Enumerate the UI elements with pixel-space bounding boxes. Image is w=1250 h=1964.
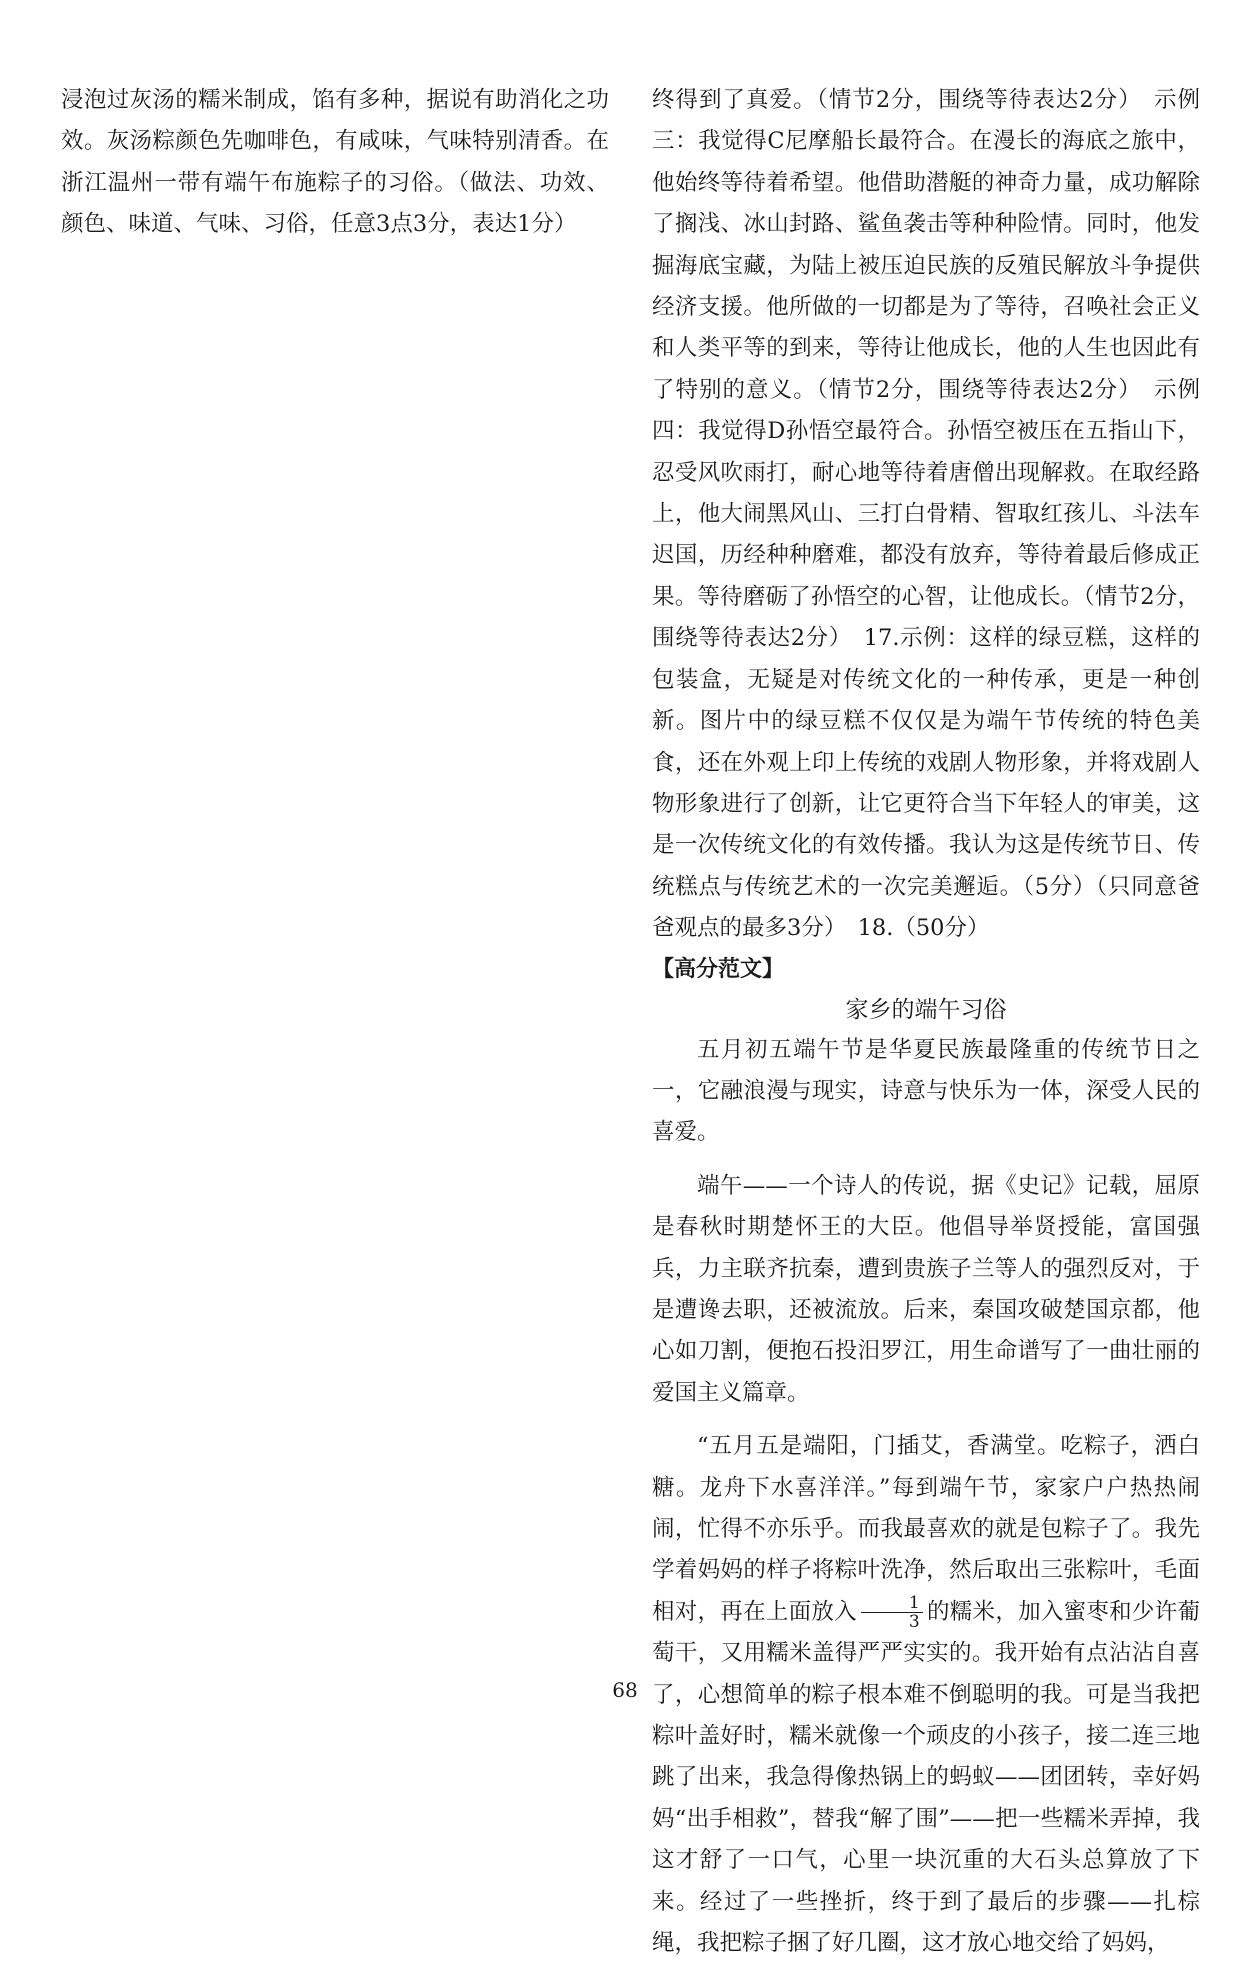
section-heading: 【高分范文】 <box>652 956 785 982</box>
left-column <box>61 80 609 246</box>
essay-title: 家乡的端午习俗 <box>845 996 1007 1023</box>
fraction <box>861 1594 923 1631</box>
fraction-denominator: 3 <box>908 1612 920 1633</box>
essay-paragraph: 五月初五端午节是华夏民族最隆重的传统节日之一，它融浪漫与现实，诗意与快乐为一体，深受人民的喜爱。 <box>652 1036 1200 1146</box>
essay-body <box>652 1030 1200 1964</box>
essay-text: “五月五是端阳，门插艾，香满堂。吃粽子，洒白糖。龙舟下水喜洋洋。”每到端午节，家家户户热热闹闹，忙得不亦乐乎。而我最喜欢的就是包粽子了。我先学着妈妈的样子将粽叶洗净，然后取出三张粽叶，毛面相对，再在上面放入 <box>652 1433 1200 1625</box>
essay-text: 的糯米，加入蜜枣和少许葡萄干，又用糯米盖得严严实实的。我开始有点沾沾自喜了，心想简单的粽子根本难不倒聪明的我。可是当我把粽叶盖好时，糯米就像一个顽皮的小孩子，接二连三地跳了出来，我急得像热锅上的蚂蚁——团团转，幸好妈妈“出手相救”，替我“解了围”——把一些糯米弄掉，我这才舒了一口气，心里一块沉重的大石头总算放了下来。经过了一些挫折，终于到了最后的步骤——扎棕绳，我把粽子捆了好几圈，这才放心地交给了妈妈， <box>652 1598 1200 1957</box>
answer-paragraph: 终得到了真爱。（情节2分，围绕等待表达2分） 示例三：我觉得C尼摩船长最符合。在漫长的海底之旅中，他始终等待着希望。他借助潜艇的神奇力量，成功解除了搁浅、冰山封路、鲨鱼袭击等种种险情。同时，他发掘海底宝藏，为陆上被压迫民族的反殖民解放斗争提供经济支援。他所做的一切都是为了等待，召唤社会正义和人类平等的到来，等待让他成长，他的人生也因此有了特别的意义。（情节2分，围绕等待表达2分） 示例四：我觉得D孙悟空最符合。孙悟空被压在五指山下，忍受风吹雨打，耐心地等待着唐僧出现解救。在取经路上，他大闹黑风山、三打白骨精、智取红孩儿、斗法车迟国，历经种种磨难，都没有放弃，等待着最后修成正果。等待磨砺了孙悟空的心智，让他成长。（情节2分，围绕等待表达2分） 17.示例：这样的绿豆糕，这样的包装盒，无疑是对传统文化的一种传承，更是一种创新。图片中的绿豆糕不仅仅是为端午节传统的特色美食，还在外观上印上传统的戏剧人物形象，并将戏剧人物形象进行了创新，让它更符合当下年轻人的审美，这是一次传统文化的有效传播。我认为这是传统节日、传统糕点与传统艺术的一次完美邂逅。（5分）（只同意爸爸观点的最多3分） 18.（50分） <box>652 87 1200 942</box>
answer-paragraph: 浸泡过灰汤的糯米制成，馅有多种，据说有助消化之功效。灰汤粽颜色先咖啡色，有咸味，气味特别清香。在浙江温州一带有端午布施粽子的习俗。（做法、功效、颜色、味道、气味、习俗，任意3点3分，表达1分） <box>61 87 609 238</box>
page-number: 68 <box>612 1678 638 1702</box>
essay-paragraph: 端午——一个诗人的传说，据《史记》记载，屈原是春秋时期楚怀王的大臣。他倡导举贤授能，富国强兵，力主联齐抗秦，遭到贵族子兰等人的强烈反对，于是遭谗去职，还被流放。后来，秦国攻破楚国京都，他心如刀割，便抱石投汨罗江，用生命谱写了一曲壮丽的爱国主义篇章。 <box>652 1172 1200 1406</box>
fraction-numerator: 1 <box>861 1594 923 1613</box>
